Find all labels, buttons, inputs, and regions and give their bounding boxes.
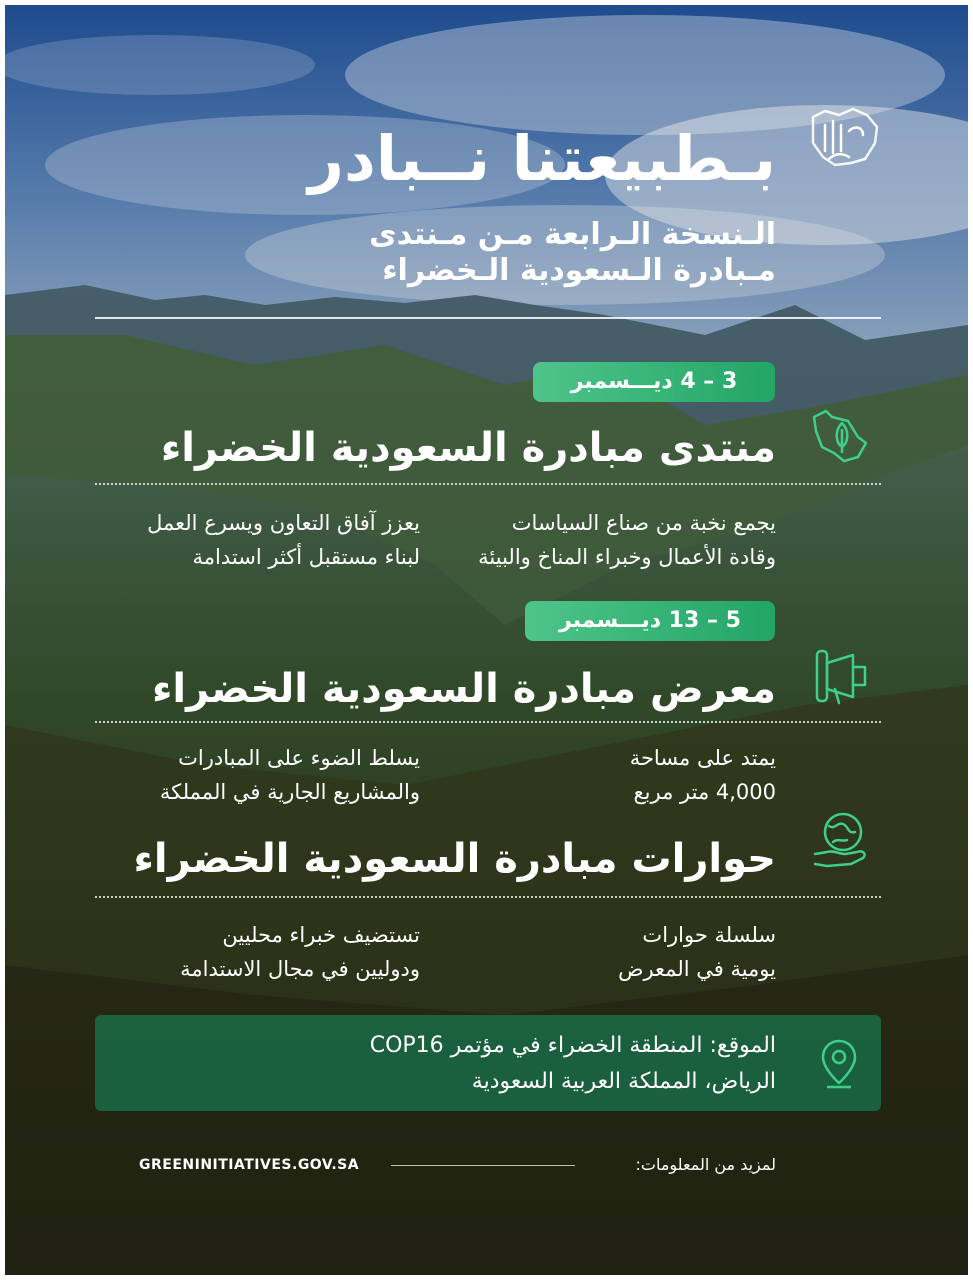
poster [5, 5, 968, 1275]
saudi-map-leaf-icon [808, 403, 870, 465]
event-1-right-line-1: يجمع نخبة من صناع السياسات [511, 511, 776, 535]
location-line-2: الرياض، المملكة العربية السعودية [471, 1069, 776, 1094]
event-3-title: حوارات مبادرة السعودية الخضراء [133, 836, 776, 882]
saudi-green-initiative-logo [805, 107, 883, 169]
location-pin-icon [819, 1037, 859, 1089]
event-3-right-line-1: سلسلة حوارات [642, 923, 776, 947]
event-2-title: معرض مبادرة السعودية الخضراء [151, 666, 776, 712]
event-2-right-line-1: يمتد على مساحة [629, 746, 776, 770]
event-3-divider [95, 896, 881, 898]
event-1-left-line-1: يعزز آفاق التعاون ويسرع العمل [147, 511, 420, 535]
event-2-left-line-2: والمشاريع الجارية في المملكة [159, 780, 420, 804]
page-title: بـطبيعتنا نــبادر [308, 122, 776, 195]
subtitle-line-2: مـبادرة الـسعودية الـخضراء [382, 253, 776, 288]
event-3-right-line-2: يومية في المعرض [618, 957, 776, 981]
event-1-title: منتدى مبادرة السعودية الخضراء [160, 425, 776, 471]
footer-label: لمزيد من المعلومات: [635, 1155, 776, 1174]
event-3-left-line-2: ودوليين في مجال الاستدامة [180, 957, 420, 981]
location-line-1: الموقع: المنطقة الخضراء في مؤتمر COP16 [369, 1033, 776, 1058]
event-2-left-line-1: يسلط الضوء على المبادرات [178, 746, 420, 770]
event-1-left-line-2: لبناء مستقبل أكثر استدامة [192, 545, 420, 569]
event-2-right-line-2: 4,000 متر مربع [633, 780, 776, 804]
globe-hand-icon [811, 808, 873, 870]
website-link[interactable]: GREENINITIATIVES.GOV.SA [139, 1157, 360, 1173]
event-2-divider [95, 721, 881, 723]
event-1-divider [95, 483, 881, 485]
subtitle-line-1: الـنسخة الـرابعة مـن مـنتدى [369, 217, 776, 252]
header-divider [95, 317, 881, 319]
megaphone-icon [811, 645, 873, 707]
event-2-date-badge: 5 – 13 ديـــسمبر [525, 601, 775, 641]
event-1-date-badge: 3 – 4 ديـــسمبر [533, 362, 775, 402]
event-1-right-line-2: وقادة الأعمال وخبراء المناخ والبيئة [478, 545, 776, 569]
footer-divider [391, 1165, 575, 1166]
event-3-left-line-1: تستضيف خبراء محليين [222, 923, 420, 947]
